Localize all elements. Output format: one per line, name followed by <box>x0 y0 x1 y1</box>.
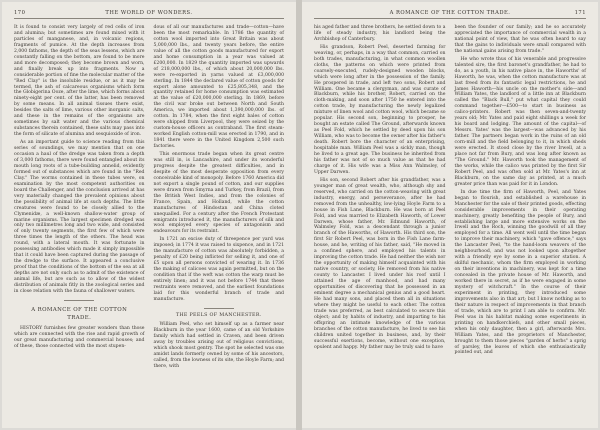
paragraph: HISTORY furnishes few greater wonders than those which are connected with the rise and rapid growth of our great manufacturing and commercial houses; and of these, those connected with the most stupen- <box>14 325 145 349</box>
left-page <box>2 2 296 428</box>
paragraph: His son, second Robert after his grandfather, was a younger man of great wealth, who, although shy and reserved, who carried on the cotton-weaving with great industry, energy, and perseverance, after he had removed from the unhealthy, low-lying Hoyle Farm to a house in Fish Lane, Blackburn. He was born at Peel Fold, and was married to Elizabeth Haworth, of Lower Darwen, whose father, Mr. Edmund Haworth, of Walmsley Fold, was a descendant through a junior branch of the Haworths, of Haworth. His third son, the first Sir Robert Peel, was born in the Fish Lane farm-house, and he, writing of his father, said, "He moved in a confined sphere, and employed his talents in improving the cotton trade. He had neither the wish nor the opportunity of making himself acquainted with his native country, or society, He removed from his native county to Lancaster. I lived under his roof until I attained the age of manhood, and had many opportunities of discovering that he possessed in an eminent degree a mechanical genius and a good heart. He had many sons, and placed them all in situations where they might be useful to each other. The cotton trade was preferred, as best calculated to secure this object; and by habits of industry, and imparting to his offspring an intimate knowledge of the various branches of the cotton manufacture, he lived to see his children united together in business, and, by their successful exertions, become, without one exception, opulent and happy. My father may be truly said to have <box>314 177 446 350</box>
section-title: A ROMANCE OF THE COTTON <box>31 306 128 313</box>
paragraph: William Peel, who set himself up as a farmer near Blackburn in the year 1600, came of an old Yorkshire family which had settled in Craven, and been driven away by troubles arising out of religious convictions, which shook most gentry. The spot he selected was one amidst lands formerly owned by some of his ancestors, called, from the lowness of its site, the Hoyle Farm; and there, with <box>153 321 284 369</box>
divider <box>64 300 94 301</box>
paragraph: been the founder of our family; and he so accurately appreciated the importance of commercial wealth in a national point of view, that he was often heard to say that the gains to individuals were small compared with the national gains arising from trade." <box>454 25 586 54</box>
paragraph: his aged father and three brothers, he settled down to a life of steady industry, his landlord being the Archbishop of Canterbury. <box>314 25 446 42</box>
paragraph: He who wrote thus of his venerable and progressive talented sire, the first baronet's grandfather, he had to do, as a youth, in his native place in, the Haworths' of Haworth, he was, when the cotton manufacture was at last freed from its fantastic legal restrictions, he and James Haworth—his uncle on the mother's side—and William Yates, the landlord of a little inn at Blackburn called the "Black Bull," put what capital they could command together—£500—to start in business as calico-printers. Robert was then seven-and-twenty years old; Mr. Yates and paid eight shillings a week for his board and lodging. The amount of the capital—of Messrs. Yates' was the largest—was advanced by his father. The partners began work in the ruins of an old corn-mill and the field belonging to it, in which sheds were erected. It stood close by the river Irwell, at a place not far from Bury, and was long after known as "The Ground." Mr. Haworth took the management of the works, while the calico was printed by the first Sir Robert Peel, and was often sold at Mr. Yates's inn at Blackburn, on the same day as printed, at a much greater price than was paid for it in London. <box>454 56 586 187</box>
section-subtitle: TRADE. <box>67 314 92 321</box>
right-page-column-2 <box>455 25 587 358</box>
right-page-column-1 <box>314 25 446 358</box>
paragraph: This enormous trade began when its great centre was still in, is Lancashire, and under its wonderful progress despite the greatest difficulties, and in despite of the most desperate opposition from every conceivable kind of monopoly. Before 1760 America did not export a single pound of cotton, and our supplies were drawn from Smyrna and Turkey, from Brazil, from the British West Indies, and from the colonies of France, Spain, and Holland, while the cotton manufactures of Hindostan and China cloted unequalled. For a century after the French Protestant emigrants introduced it, the manufacturers of silk and wool employed every species of antagonism and endeavours for its restraint. <box>153 152 284 235</box>
right-page <box>302 2 598 428</box>
left-page-header <box>14 8 284 19</box>
subsection-heading: THE PEELS OF MANCHESTER. <box>175 312 262 318</box>
left-page-columns <box>14 25 284 371</box>
paragraph: dous of all our manufactures and trade—cotton—have been the most remarkable. In 1786 the quantity of cotton wool imported into Great Britain was about 5,000,000 lbs., and twenty years before, the entire value of all the cotton goods manufactured for export and home consumption in a year was valued at £200,000. In 1829 the quantity imported was upwards of 218,000,000 lbs., of which about 20,000,000 lbs. were re-exported in yarns valued at £3,000,000 sterling. In 1844 the declared value of cotton goods for export alone amounted to £25,805,348, and the quantity retained for home consumption was estimated at the value of £20,000,000 sterling. In 1869, before the civil war broke out between North and South America, we imported about 1,390,000,000 lbs. of cotton. In 1784, when the first eight bales of cotton were shipped from Liverpool, they were seized by the custom-house officers as contraband. The first steam-worked English cotton-mill was erected in 1790, and in 1841 there were in the United Kingdom 2,500 such factories. <box>153 25 284 150</box>
running-title: THE WORLD OF WONDERS. <box>105 10 193 16</box>
running-title: A ROMANCE OF THE COTTON TRADE. <box>389 10 511 16</box>
paragraph: In due time the firm of Haworth, Peel, and Yates began to flourish, and established a warehouse in Manchester for the sale of their printed goods, effecting considerable improvements in their operating machinery, greatly benefiting the people of Bury, and establishing large and more extensive works on the Irwell and the Roch, winning the goodwill of all they employed for a time. All went well until the time began to improve their machinery, which "gave offence," says the Lancaster Peel, "to the hand-loom weavers of the neighbourhood, and was not looked upon altogether with a friendly eye by some in a superior station. A skilful mechanic, whom the firm employed in working on their inventions in machinery, was kept for a time concealed in the private house of Mr. Haworth, and worked there in secret, as if he were engaged in some mystery of witchcraft." In the course of their experiment in printing, they introduced some improvements also in that art; but I know nothing as to their nature in respect of improvements in that branch of trade, which are to print I am able to confirm. Mr. Peel was in his habitat making some experiments in printing on handkerchiefs, and other small pieces, when his only daughter, then a girl, afterwards Mrs. William Yates, and the proprietors of Manchester, brought to them those pieces "garden of herbs" a sprig of parsley, the leaves of which she enthusiastically pointed out, and <box>454 189 586 356</box>
left-page-column-1 <box>14 25 145 371</box>
right-page-columns <box>314 25 586 358</box>
paragraph: His grandson, Robert Peel, deserted farming for weaving, or, perhaps, in a way that common, carried on both trades, manufacturing, in what common woollen cloths, the patterns on which were printed from coarsely-executed, rudely-designed wooden blocks, which were long after in the possession of the family. He prospered in trade, and left two sons, Robert and William. One became a clergyman, and was curate of Blackburn, while his brother, Robert, carried on the cloth-making, and soon after 1750 he entered into the cotton trade, by manufacturing the newly legalized mixture of linen wool and cotton wool, which became so popular. His second son, beginning to prosper, he bought an estate called The Ground, afterwards known as Peel Fold, which he settled by deed upon his son William, who was to become the owner after his father's death. Robert bore the character of an enterprising, hospitable man. William Peel was a sickly man, though he lived to a great age. The business he inherited from his father was not of so much value as that he had charge of it. His wife was a Miss Ann Walmsley, of Upper Darwen. <box>314 44 446 175</box>
left-page-column-2 <box>154 25 285 371</box>
paragraph: In 1721 an excise duty of threepence per yard was imposed; in 1774 it was raised to sixpence, and in 1721 the manufacture of cotton was absolutely forbidden, a penalty of £20 being inflicted for selling it, and one of £5 upon all persons convicted of wearing it. In 1736 the making of calicoes was again permitted, but on the condition that if the weft was cotton the warp must be entirely linen; and it was not before 1744 that these restraints were removed, and the earliest foundations laid for this wonderful branch of trade and manufacture. <box>153 237 284 302</box>
paragraph: It is found to consist very largely of red cells of iron and alumina; but sometimes are found mixed with it particles of manganese, and, in volcanic regions, fragments of pumice. At the depth increases from 2,000 fathoms, the depth of the seas lessens, which are constantly falling on the bottom, are found to be more and more decomposed; they become brown and worn, and finally break up into fragments. Now a considerable portion of fine the molecular matter of the "Red Clay" is the insoluble residue, or as it may be termed, the ash of calcareous organisms which form the Globigerina Ooze, after the lime, which forms about ninety-eight per cent. of the latter, has been removed by some means. In all animal tissues there exist, besides the salts of lime, various other inorganic salts, and these in the remains of the organisms are sometimes by salt water and the various chemical substances therein contained, these salts may pass into the form of silicate of alumina and sesquioxide of iron. <box>14 25 145 138</box>
right-page-header <box>314 8 586 19</box>
page-number: 171 <box>574 10 586 16</box>
page-number: 170 <box>14 10 26 16</box>
divider <box>204 308 234 309</box>
paragraph: As an important guide to science reading from this series of soundings, we may mention that on one occasion a haul of the dredge was taken from a depth of 3,000 fathoms, there were found entangled about its mouth long roots of a tube-building annelid, evidently formed out of substances which are found in the "Red Clay." The worms contained in these tubes were, on examination by the most competent authorities on board the Challenger, and the conclusion arrived at has very materially changed the prevalent opinions about the possibility of animal life at such depths. The little creatures were found to be closely allied to the Clymenidæ, a well-known shallow-water group of marine organisms. The largest specimen dredged was only two millimetres long and two wide, and consisted of only twenty segments, the first few of which were three times the length of the others. The head was round, with a lateral mouth. It was fortunate in possessing antibodies which made it simply impossible that it could have been captured during the passage of the dredge to the surface. It appeared a conclusive proof that the conditions of the bottom of the sea at all depths are not only such as to admit of the existence of animal life, but are such as to allow of the widest distribution of animals fitly in the zoological series and in close relation with the fauna of shallower waters. <box>14 140 145 294</box>
